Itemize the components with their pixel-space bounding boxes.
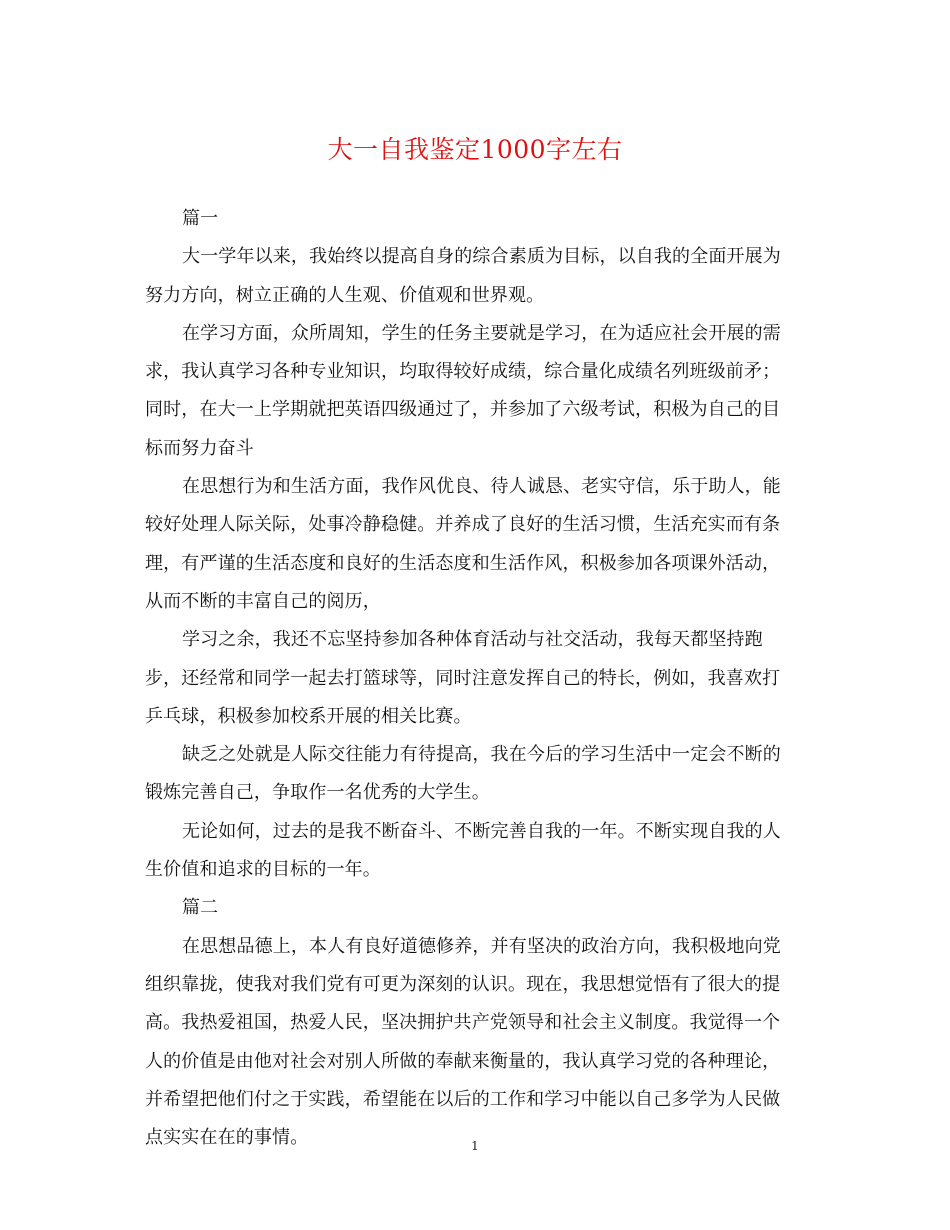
text-line: 在学习方面，众所周知，学生的任务主要就是学习，在为适应社会开展的需 [182,322,781,344]
text-line: 努力方向，树立正确的人生观、价值观和世界观。 [145,284,545,306]
text-line: 锻炼完善自己，争取作一名优秀的大学生。 [145,782,490,804]
text-line: 同时，在大一上学期就把英语四级通过了，并参加了六级考试，积极为自己的目 [145,399,781,421]
document-title: 大一自我鉴定1000字左右 [327,135,623,164]
text-line: 学习之余，我还不忘坚持参加各种体育活动与社交活动，我每天都坚持跑 [182,629,763,651]
text-line: 点实实在在的事情。 [145,1127,309,1149]
text-line: 求，我认真学习各种专业知识，均取得较好成绩，综合量化成绩名列班级前矛； [145,361,781,383]
text-line: 人的价值是由他对社会对别人所做的奉献来衡量的，我认真学习党的各种理论， [145,1050,781,1072]
text-line: 理，有严谨的生活态度和良好的生活态度和生活作风，积极参加各项课外活动， [145,552,781,574]
text-line: 标而努力奋斗 [145,437,254,459]
text-line: 大一学年以来，我始终以提高自身的综合素质为目标，以自我的全面开展为 [182,246,781,268]
text-line: 无论如何，过去的是我不断奋斗、不断完善自我的一年。不断实现自我的人 [182,820,781,842]
text-line: 较好处理人际关际，处事冷静稳健。并养成了良好的生活习惯，生活充实而有条 [145,514,781,536]
text-line: 篇一 [182,208,219,229]
text-line: 组织靠拢，使我对我们党有可更为深刻的认识。现在，我思想觉悟有了很大的提 [145,973,781,995]
text-line: 并希望把他们付之于实践，希望能在以后的工作和学习中能以自己多学为人民做 [145,1088,781,1110]
page-number: 1 [471,1139,479,1153]
text-line: 步，还经常和同学一起去打篮球等，同时注意发挥自己的特长，例如，我喜欢打 [145,667,781,689]
text-line: 缺乏之处就是人际交往能力有待提高，我在今后的学习生活中一定会不断的 [182,744,781,766]
text-line: 乒乓球，积极参加校系开展的相关比赛。 [145,705,472,727]
text-line: 从而不断的丰富自己的阅历， [145,590,381,612]
text-line: 在思想行为和生活方面，我作风优良、待人诚恳、老实守信，乐于助人，能 [182,476,781,498]
text-line: 生价值和追求的目标的一年。 [145,859,381,881]
text-line: 高。我热爱祖国，热爱人民，坚决拥护共产党领导和社会主义制度。我觉得一个 [145,1012,781,1034]
document-body [145,200,805,1157]
text-line: 在思想品德上，本人有良好道德修养，并有坚决的政治方向，我积极地向党 [182,935,781,957]
text-line: 篇二 [182,897,219,919]
